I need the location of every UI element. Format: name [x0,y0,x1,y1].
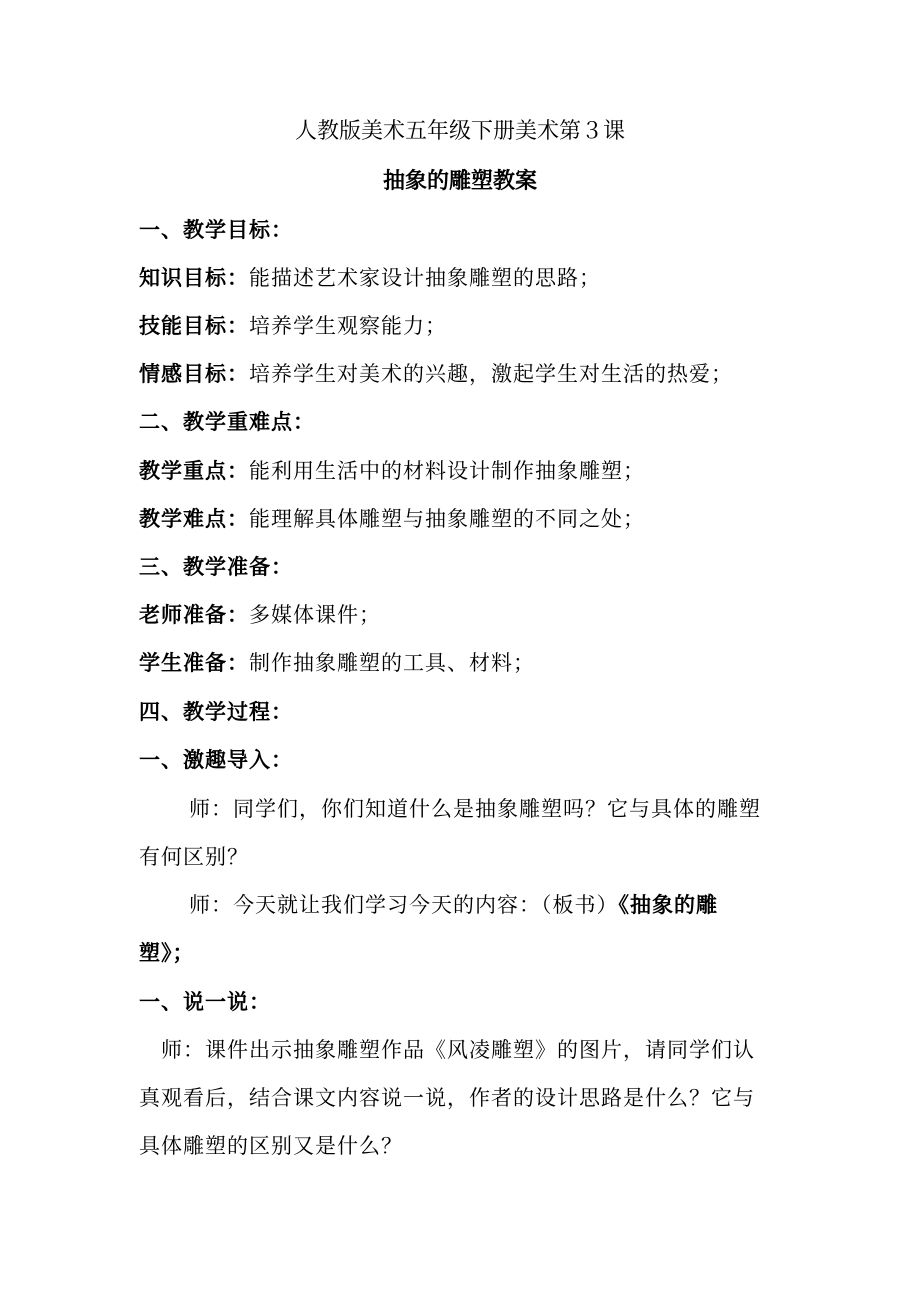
talk-paragraph-line2: 真观看后，结合课文内容说一说，作者的设计思路是什么？它与 [139,1086,755,1110]
talk-paragraph-line3: 具体雕塑的区别又是什么？ [139,1134,403,1158]
talk-paragraph-line1: 师：课件出示抽象雕塑作品《风凌雕塑》的图片，请同学们认 [161,1038,755,1062]
section-heading-objectives: 一、教学目标： [139,217,293,242]
skill-objective-text: 培养学生观察能力； [249,314,447,338]
intro-paragraph1-line2: 有何区别？ [139,845,249,869]
student-preparation-text: 制作抽象雕塑的工具、材料； [249,651,535,675]
intro-paragraph2-bold: 《抽象的雕 [618,892,718,917]
subsection-heading-intro: 一、激趣导入： [139,747,293,772]
teaching-difficulty-text: 能理解具体雕塑与抽象雕塑的不同之处； [249,507,645,531]
skill-objective-label: 技能目标： [139,313,249,338]
teacher-preparation-text: 多媒体课件； [249,603,381,627]
knowledge-objective [139,263,601,293]
emotion-objective-text: 培养学生对美术的兴趣，激起学生对生活的热爱； [249,362,733,386]
intro-paragraph2-line1 [189,890,718,920]
teaching-focus-text: 能利用生活中的材料设计制作抽象雕塑； [249,459,645,483]
intro-paragraph2-plain: 师：今天就让我们学习今天的内容：（板书） [189,893,619,917]
document-title-line1: 人教版美术五年级下册美术第３课 [294,119,625,144]
section-heading-preparation: 三、教学准备： [139,554,293,579]
skill-objective [139,311,447,341]
teacher-preparation [139,600,381,630]
document-title-line2: 抽象的雕塑教案 [382,168,537,194]
section-heading-key-points: 二、教学重难点： [139,409,315,434]
knowledge-objective-text: 能描述艺术家设计抽象雕塑的思路； [249,266,601,290]
teaching-difficulty [139,504,645,534]
teaching-focus-label: 教学重点： [139,458,249,483]
intro-paragraph2-line2: 塑》； [139,940,195,965]
knowledge-objective-label: 知识目标： [139,265,249,290]
intro-paragraph1-line1: 师：同学们，你们知道什么是抽象雕塑吗？它与具体的雕塑 [189,797,761,821]
emotion-objective [139,359,733,389]
teacher-preparation-label: 老师准备： [139,602,249,627]
section-heading-process: 四、教学过程： [139,699,293,724]
teaching-focus [139,456,645,486]
teaching-difficulty-label: 教学难点： [139,506,249,531]
student-preparation-label: 学生准备： [139,650,249,675]
student-preparation [139,648,535,678]
subsection-heading-talk: 一、说一说： [139,989,271,1014]
emotion-objective-label: 情感目标： [139,361,249,386]
